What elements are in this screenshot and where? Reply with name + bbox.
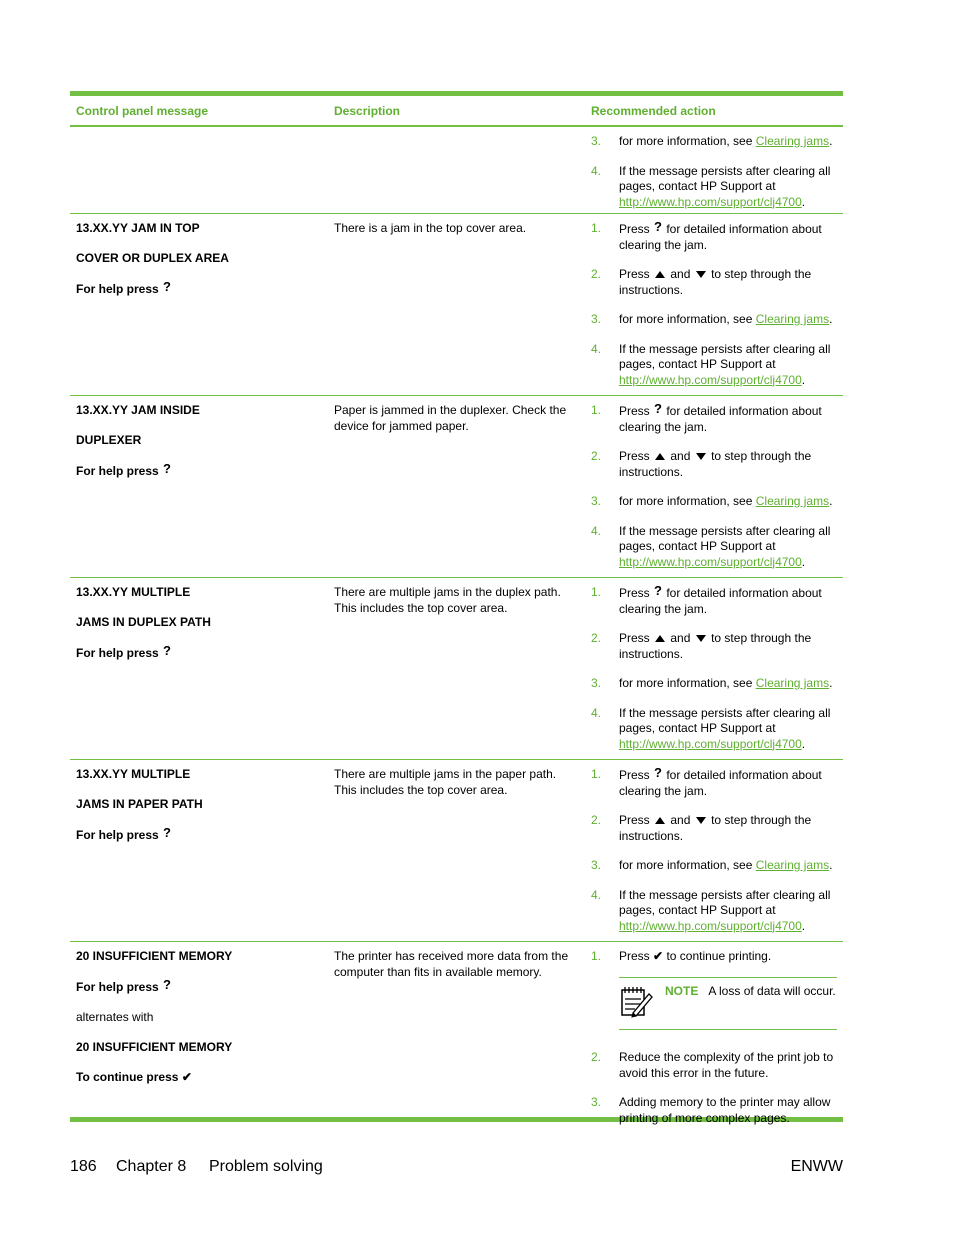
help-question-icon: ?	[654, 583, 662, 598]
up-arrow-icon	[655, 271, 665, 278]
footer-right-label: ENWW	[790, 1158, 843, 1175]
hp-support-link[interactable]: http://www.hp.com/support/clj4700	[619, 372, 802, 387]
clearing-jams-link[interactable]: Clearing jams	[755, 858, 830, 872]
down-arrow-icon	[696, 817, 706, 824]
down-arrow-icon	[696, 635, 706, 642]
header-control-panel-message: Control panel message	[76, 103, 209, 118]
action-step: 3. for more information, see Clearing jams.	[591, 134, 833, 148]
table-row	[70, 578, 843, 760]
description-cell: There are multiple jams in the duplex path. This includes the top cover area.	[334, 585, 561, 615]
action-step: 2. Press and to step through the instructions.	[591, 267, 812, 297]
message-cell: 13.XX.YY MULTIPLE JAMS IN DUPLEX PATH For help press ?	[76, 585, 211, 660]
troubleshooting-table	[70, 91, 843, 1125]
help-question-icon: ?	[654, 219, 662, 234]
down-arrow-icon	[696, 453, 706, 460]
help-question-icon: ?	[163, 977, 171, 992]
note-label: NOTE	[665, 983, 699, 998]
action-step: 3. for more information, see Clearing jams.	[591, 494, 833, 508]
action-step: 4. If the message persists after clearing all pages, contact HP Support at http://www.hp.com/support/clj4700.	[591, 887, 831, 933]
down-arrow-icon	[696, 271, 706, 278]
table-row	[70, 760, 843, 942]
page-footer	[70, 1158, 843, 1176]
header-recommended-action: Recommended action	[591, 103, 716, 118]
clearing-jams-link[interactable]: Clearing jams	[755, 494, 830, 508]
description-cell: There are multiple jams in the paper path. This includes the top cover area.	[334, 767, 557, 797]
header-description: Description	[334, 103, 401, 118]
help-question-icon: ?	[654, 765, 662, 780]
action-cell	[586, 214, 843, 395]
action-step: 2. Press and to step through the instructions.	[591, 449, 812, 479]
action-cell	[586, 942, 843, 1125]
action-step: 4. If the message persists after clearing all pages, contact HP Support at http://www.hp.com/support/clj4700.	[591, 341, 831, 387]
help-question-icon: ?	[654, 401, 662, 416]
help-question-icon: ?	[163, 279, 171, 294]
action-step: 3. for more information, see Clearing jams.	[591, 858, 833, 872]
clearing-jams-link[interactable]: Clearing jams	[755, 134, 830, 148]
clearing-jams-link[interactable]: Clearing jams	[755, 312, 830, 326]
description-cell: There is a jam in the top cover area.	[334, 221, 527, 235]
action-step: 1. Press ✔ to continue printing.	[591, 949, 772, 963]
hp-support-link[interactable]: http://www.hp.com/support/clj4700	[619, 194, 802, 209]
message-cell: 13.XX.YY JAM IN TOP COVER OR DUPLEX AREA For help press ?	[76, 221, 229, 296]
note-pad-icon	[619, 984, 665, 1023]
message-cell: 13.XX.YY JAM INSIDE DUPLEXER For help press ?	[76, 403, 200, 478]
hp-support-link[interactable]: http://www.hp.com/support/clj4700	[619, 736, 802, 751]
checkmark-icon: ✔	[653, 949, 664, 963]
action-step: 1. Press ? for detailed information about clearing the jam.	[591, 765, 822, 798]
action-cell	[586, 578, 843, 759]
table-row	[70, 396, 843, 578]
hp-support-link[interactable]: http://www.hp.com/support/clj4700	[619, 554, 802, 569]
action-step: 1. Press ? for detailed information about clearing the jam.	[591, 583, 822, 616]
action-step: 2. Reduce the complexity of the print job to avoid this error in the future.	[591, 1050, 834, 1080]
action-cell	[586, 127, 843, 213]
up-arrow-icon	[655, 453, 665, 460]
hp-support-link[interactable]: http://www.hp.com/support/clj4700	[619, 918, 802, 933]
table-row	[70, 942, 843, 1125]
up-arrow-icon	[655, 635, 665, 642]
section-title: Problem solving	[209, 1158, 323, 1175]
chapter-label: Chapter 8	[116, 1158, 187, 1175]
action-step: 4. If the message persists after clearing all pages, contact HP Support at http://www.hp.com/support/clj4700.	[591, 705, 831, 751]
clearing-jams-link[interactable]: Clearing jams	[755, 676, 830, 690]
description-cell: The printer has received more data from the computer than fits in available memory.	[334, 949, 569, 979]
action-step: 1. Press ? for detailed information about clearing the jam.	[591, 219, 822, 252]
action-step: 4. If the message persists after clearing all pages, contact HP Support at http://www.hp.com/support/clj4700.	[591, 163, 831, 209]
action-cell	[586, 760, 843, 941]
note-box: NOTE A loss of data will occur.	[619, 977, 837, 1031]
table-row	[70, 214, 843, 396]
action-step: 4. If the message persists after clearing all pages, contact HP Support at http://www.hp.com/support/clj4700.	[591, 523, 831, 569]
help-question-icon: ?	[163, 461, 171, 476]
action-step: 3. for more information, see Clearing jams.	[591, 312, 833, 326]
description-cell: Paper is jammed in the duplexer. Check the device for jammed paper.	[334, 403, 567, 433]
action-step: 2. Press and to step through the instructions.	[591, 631, 812, 661]
action-cell	[586, 396, 843, 577]
help-question-icon: ?	[163, 643, 171, 658]
action-step: 1. Press ? for detailed information about clearing the jam.	[591, 401, 822, 434]
page-number: 186	[70, 1158, 97, 1175]
help-question-icon: ?	[163, 825, 171, 840]
action-step: 3. Adding memory to the printer may allow printing of more complex pages.	[591, 1095, 831, 1125]
checkmark-icon: ✔	[181, 1070, 192, 1084]
table-row	[70, 127, 843, 214]
up-arrow-icon	[655, 817, 665, 824]
action-step: 3. for more information, see Clearing jams.	[591, 676, 833, 690]
action-step: 2. Press and to step through the instructions.	[591, 813, 812, 843]
message-cell: 20 INSUFFICIENT MEMORY For help press ? alternates with 20 INSUFFICIENT MEMORY To continue press ✔	[76, 949, 233, 1084]
table-header	[70, 96, 843, 127]
message-cell: 13.XX.YY MULTIPLE JAMS IN PAPER PATH For help press ?	[76, 767, 203, 842]
